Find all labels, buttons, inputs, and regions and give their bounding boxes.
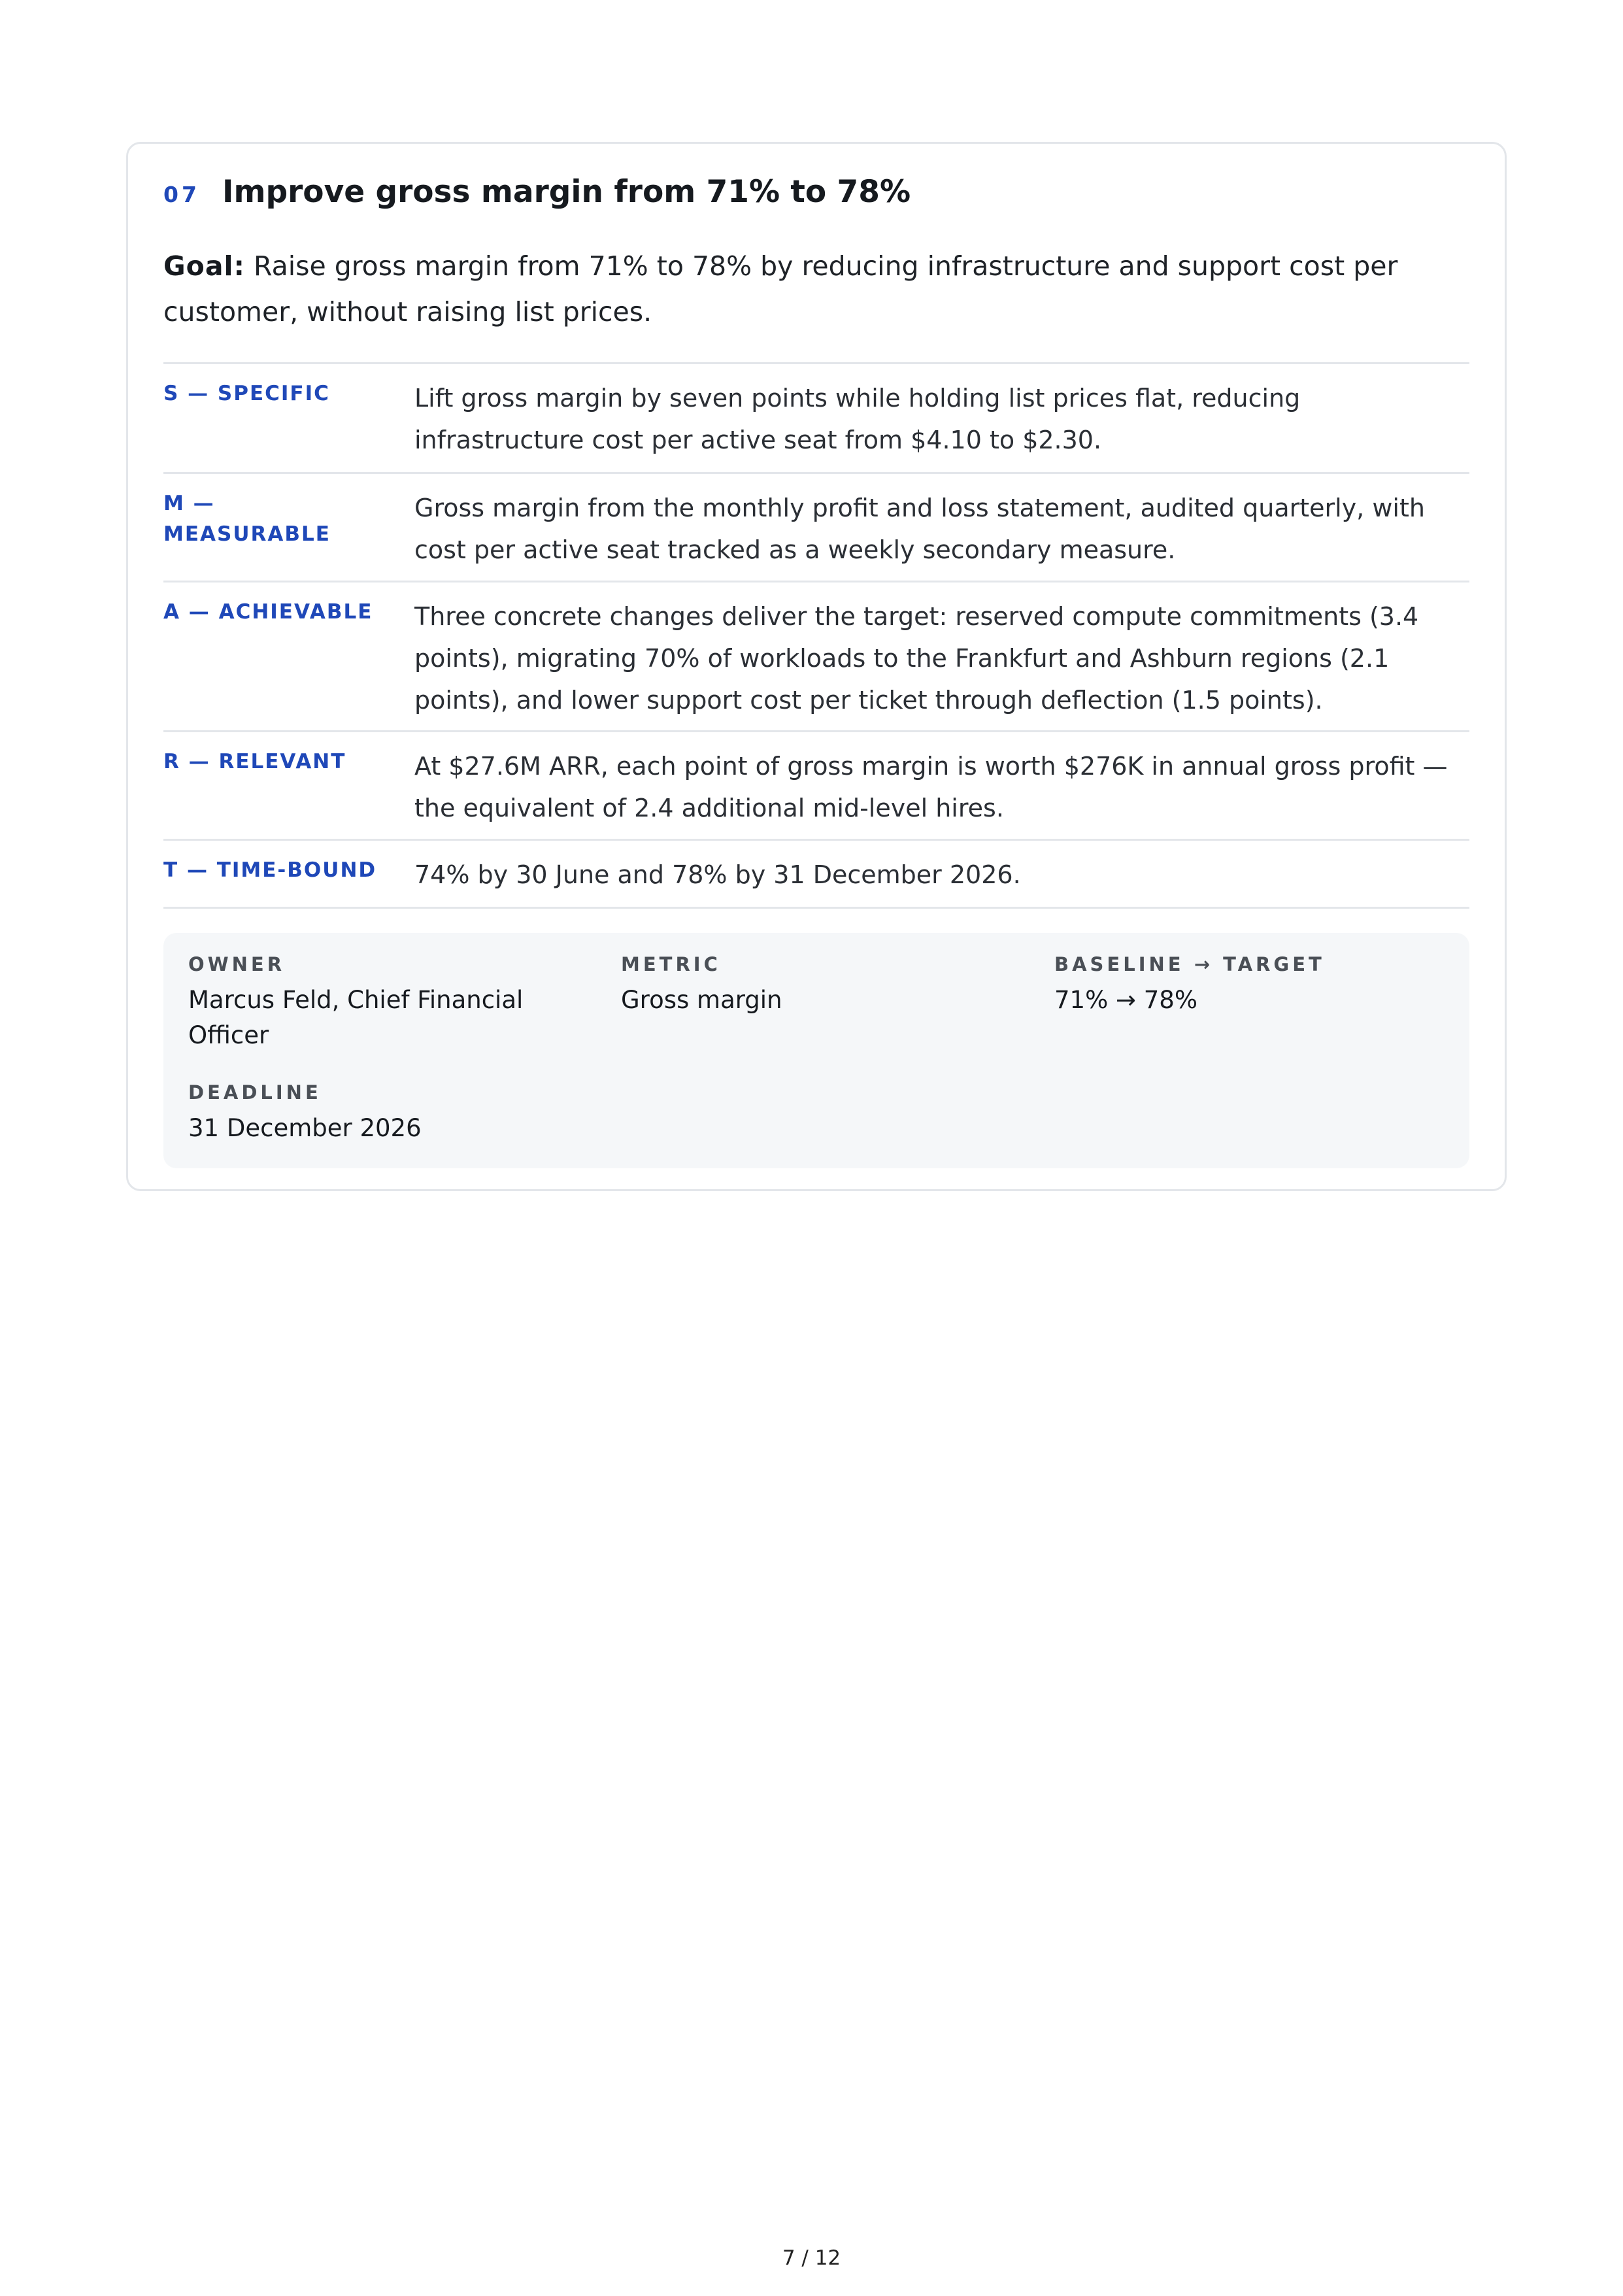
owner-field [188, 953, 554, 1053]
smart-label: S — SPECIFIC [163, 382, 330, 405]
smart-text: 74% by 30 June and 78% by 31 December 2026. [414, 860, 1021, 889]
goal-statement [163, 243, 1469, 335]
smart-row-specific [163, 364, 1469, 474]
smart-label: A — ACHIEVABLE [163, 600, 373, 624]
smart-label: T — TIME-BOUND [163, 858, 377, 882]
smart-row-measurable [163, 474, 1469, 582]
owner-value: Marcus Feld, Chief Financial Officer [188, 986, 524, 1049]
page-number: 7 / 12 [782, 2246, 841, 2270]
owner-label: OWNER [188, 953, 286, 975]
smart-row-relevant [163, 732, 1469, 841]
smart-text: Three concrete changes deliver the target: reserved compute commitments (3.4 points), migrating 70% of workloads to the Frankfurt and Ashburn regions (2.1 points), and lower support cost per ticket through deflection (1.5 points). [414, 602, 1419, 715]
smart-label: R — RELEVANT [163, 750, 346, 773]
smart-text: Gross margin from the monthly profit and loss statement, audited quarterly, with cost per active seat tracked as a weekly secondary measure. [414, 494, 1425, 564]
baseline-target-label: BASELINE → TARGET [1054, 953, 1325, 975]
objective-meta-panel [163, 933, 1469, 1168]
objective-card [126, 142, 1507, 1191]
smart-text: At $27.6M ARR, each point of gross margin is worth $276K in annual gross profit — the equivalent of 2.4 additional mid-level hires. [414, 752, 1448, 822]
baseline-target-value: 71% → 78% [1054, 986, 1198, 1014]
objective-header [163, 174, 1469, 226]
baseline-target-field [1054, 953, 1447, 1018]
metric-field [621, 953, 987, 1018]
objective-number: 07 [163, 182, 200, 207]
smart-row-time-bound [163, 841, 1469, 909]
objective-title: Improve gross margin from 71% to 78% [222, 174, 911, 210]
goal-label: Goal: [163, 250, 245, 282]
deadline-label: DEADLINE [188, 1081, 322, 1104]
goal-text: Raise gross margin from 71% to 78% by reducing infrastructure and support cost per customer, without raising list prices. [163, 250, 1398, 328]
deadline-field [188, 1081, 554, 1146]
smart-text: Lift gross margin by seven points while holding list prices flat, reducing infrastructure cost per active seat from $4.10 to $2.30. [414, 384, 1301, 454]
metric-value: Gross margin [621, 986, 782, 1014]
smart-table [163, 362, 1469, 909]
deadline-value: 31 December 2026 [188, 1114, 422, 1142]
metric-label: METRIC [621, 953, 721, 975]
smart-row-achievable [163, 582, 1469, 732]
smart-label: M — MEASURABLE [163, 492, 331, 546]
